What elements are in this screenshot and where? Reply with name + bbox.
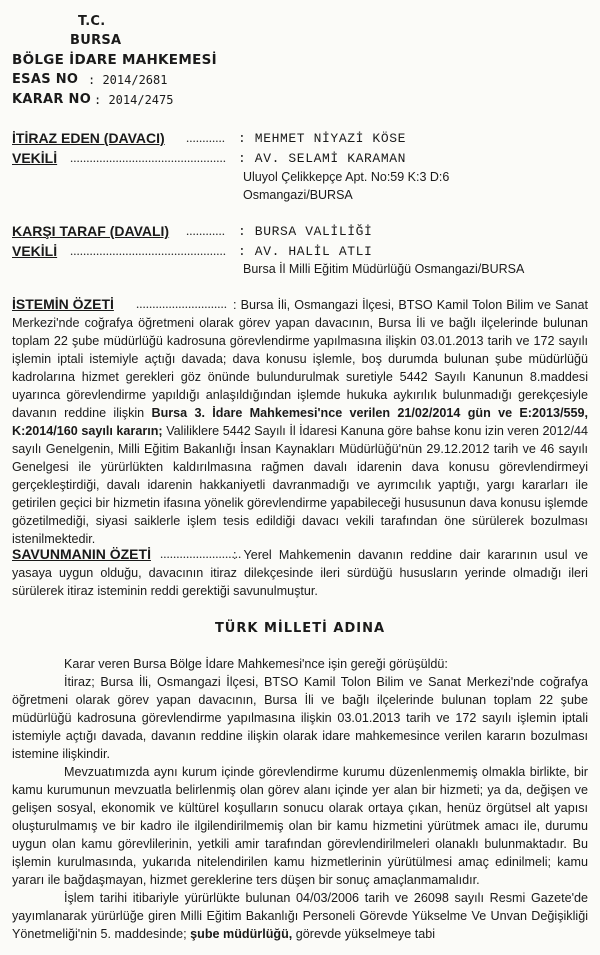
istem-paragraph [12,296,588,548]
body-p4-text-b: görevde yükselmeye tabi [295,927,436,941]
karsi-taraf-value: : BURSA VALİLİĞİ [238,224,373,239]
vekili-value-2: : AV. HALİL ATLI [238,244,373,259]
itiraz-dots: ............ [186,130,225,145]
karsi-dots: ............ [186,223,225,238]
vekili-label-1: VEKİLİ [12,150,58,166]
savunma-paragraph: : Yerel Mahkemenin davanın reddine dair kararının usul ve yasaya uygun olduğu, davacının itiraz dilekçesinde ileri sürdüğü hususların yerinde olmadığı ileri sürülerek itiraz isteminin reddi gerektiği savunulmuştur. [12,548,588,598]
karar-value: : 2014/2475 [94,93,174,107]
vekili-dots-1: ................................................ [70,150,226,165]
esas-value: : 2014/2681 [88,73,168,87]
istem-text-2: Valiliklere 5442 Sayılı İl İdaresi Kanuna göre bahse konu izin veren 2012/44 sayılı Genelgenin, Milli Eğitim Bakanlığı İnsan Kaynakları Müdürlüğü'nün 29.12.2012 tarih ve 46 sayılı Genelgesi ile yürürlükten kaldırılmasına rağmen davalı idarenin dava konusu görevlendirmeyi gerçekleştirdiği, davalı idarenin hakkaniyetli davranmadığı ve ayrımcılık yaptığı, yargı kararları ile getirilen geçici bir hizmetin ifasına yönelik görevlendirme yapabileceği hususunun dava konusu işlemde gözetilmediği, siyasi saiklerle işlem tesis edildiği davacı vekili tarafından öne sürülerek bozulması istenilmektedir. [12,424,589,546]
body-paragraph-2: İtiraz; Bursa İli, Osmangazi İlçesi, BTSO Kamil Tolon Bilim ve Sanat Merkezi'nde coğrafya öğretmeni olarak görev yapan davacının, Bursa İli ve bağlı ilçelerinde bulunan toplam 22 şube müdürlüğü kadrosuna görevlendirme yapılmasına ilişkin 03.01.2013 tarih ve 172 sayılı işlemin iptali istemiyle açtığı davada, davanın reddine ilişkin olarak idare mahkemesince verilen kararın bozulması istemine ilişkindir. [12,675,588,761]
itiraz-eden-label: İTİRAZ EDEN (DAVACI) [12,130,165,146]
savunma-dots: ......................... [160,546,242,561]
body-p4-bold: şube müdürlüğü, [190,927,293,941]
esas-label: ESAS NO [12,72,79,87]
body-paragraph-3: Mevzuatımızda aynı kurum içinde görevlendirme kurumu düzenlenmemiş olmakla birlikte, bir kamu kurumunun mevzuatla belirlenmiş olan görev alanı içinde yer alan bir hizmeti; ya da, değişen ve gelişen sosyal, ekonomik ve kültürel koşulların sonucu olarak ortaya çıkan, henüz örgütsel alt yapısı oluşturulmamış ve bir kadro ile ilgilendirilmemiş olan bir kamu hizmetini yürütmek amacı ile, durumu uygun olan kamu görevlilerinin, yetkili amir tarafından görevlendirilmeleri olanaklı bulunmaktadır. Bu işlemin kurulmasında, yukarıda nitelendirilen kamu hizmetlerinin yürütülmesi amaç edinilmeli; kamu yararı ile bağdaşmayan, hizmet gereklerine ters düşen bir sonuç amaçlanmamalıdır. [12,765,588,887]
section-title: TÜRK MİLLETİ ADINA [214,621,386,636]
itiraz-eden-value: : MEHMET NİYAZİ KÖSE [238,131,407,146]
istem-bold: Bursa 3. İdare Mahkemesi'nce verilen 21/02/2014 gün ve E:2013/559, K:2014/160 sayılı kararın; [12,406,588,438]
vekili-address-line2: Osmangazi/BURSA [243,188,353,202]
istem-dots: ............................ [136,296,227,311]
istem-text-1: : Bursa İli, Osmangazi İlçesi, BTSO Kamil Tolon Bilim ve Sanat Merkezi'nde coğrafya öğretmeni olarak görev yapan davacının, Bursa İli ve bağlı ilçelerinde bulunan toplam 22 şube müdürlüğü kadrosuna görevlendirme yapılmasına ilişkin 03.01.2013 tarih ve 172 sayılı işlemin iptali istemiyle açtığı davada; dava konusu işlemle, boş durumda bulunan şube müdürlüğü kadrolarına hizmet gerekleri göz önünde bulundurulmak suretiyle 5442 Sayılı Kanunun 8.maddesi uyarınca görevlendirme yapıldığı anlaşıldığından işlemde hukuka aykırılık bulunmadığı gerekçesiyle davanın reddine ilişkin [12,298,588,420]
header-city: BURSA [70,33,122,48]
savunma-label: SAVUNMANIN ÖZETİ [12,546,151,562]
header-tc: T.C. [78,14,106,29]
vekili-label-2: VEKİLİ [12,243,58,259]
body-p4-text-a: İşlem tarihi itibariyle yürürlükte bulunan 04/03/2006 tarih ve 26098 sayılı Resmi Gazete'de yayımlanarak yürürlüğe giren Milli Eğitim Bakanlığı Personeli Görevde Yükselme Ve Unvan Değişikliği Yönetmeliği'nin 5. maddesinde; [12,891,588,941]
vekili-dots-2: ................................................ [70,243,226,258]
vekili-address-2: Bursa İl Milli Eğitim Müdürlüğü Osmangazi/BURSA [243,262,525,276]
karar-label: KARAR NO [12,92,92,107]
vekili-value-1: : AV. SELAMİ KARAMAN [238,151,407,166]
istem-label: İSTEMİN ÖZETİ [12,296,114,312]
header-court: BÖLGE İDARE MAHKEMESİ [12,52,217,68]
body-paragraph-4 [12,889,588,943]
vekili-address-line1: Uluyol Çelikkepçe Apt. No:59 K:3 D:6 [243,170,450,184]
body-paragraph-1: Karar veren Bursa Bölge İdare Mahkemesi'nce işin gereği görüşüldü: [64,657,448,671]
karsi-taraf-label: KARŞI TARAF (DAVALI) [12,223,170,239]
